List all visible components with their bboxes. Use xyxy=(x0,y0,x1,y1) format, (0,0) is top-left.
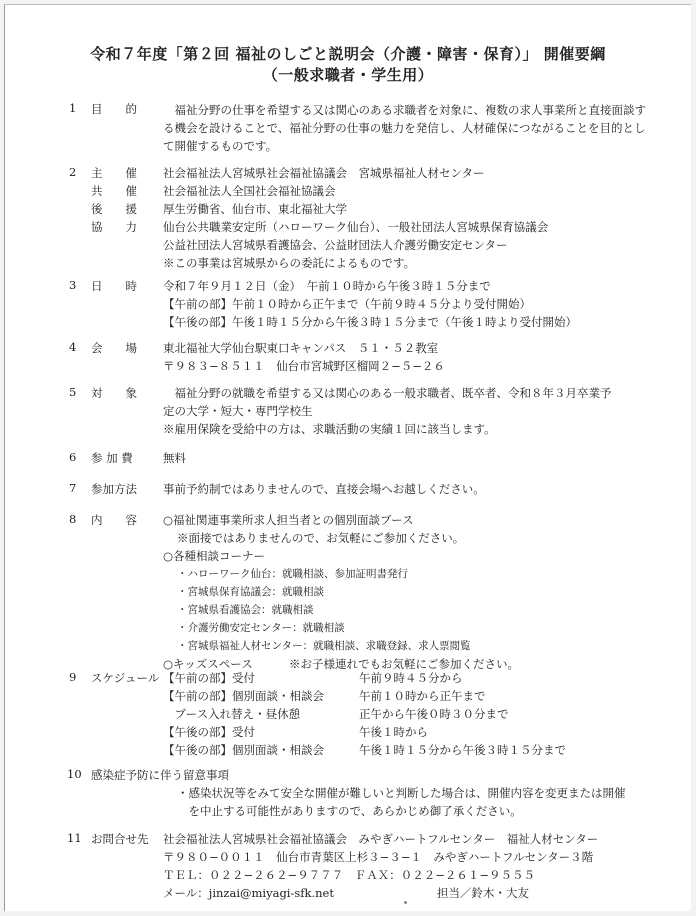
section-number: 3 xyxy=(69,278,77,292)
section-number: 7 xyxy=(69,481,77,495)
cooperation-label: 協 力 xyxy=(91,220,137,234)
consultation-item: ・宮城県看護協会：就職相談 xyxy=(177,604,314,616)
content-booth-note: ※面接ではありませんので、お気軽にご参加ください。 xyxy=(177,531,465,545)
organizer-text: 社会福祉法人宮城県社会福祉協議会 宮城県福祉人材センター xyxy=(163,166,485,180)
section-number: 2 xyxy=(69,165,77,179)
purpose-text: 福祉分野の仕事を希望する又は関心のある求職者を対象に、複数の求人事業所と直接面談する機会を設けることで、福祉分野の仕事の魅力を発信し、人材確保につながることを目的として開催するものです。 xyxy=(163,103,646,153)
schedule-time: 午前１０時から正午まで xyxy=(359,689,486,703)
section-label: 目 的 xyxy=(91,102,137,116)
schedule-time: 正午から午後０時３０分まで xyxy=(359,707,509,721)
section-number: 11 xyxy=(67,831,82,845)
contact-person: 担当／鈴木・大友 xyxy=(437,886,529,900)
content-consultation: ○各種相談コーナー xyxy=(163,549,266,563)
document-subtitle: （一般求職者・学生用） xyxy=(262,66,434,84)
section-number: 9 xyxy=(69,670,77,684)
section-label: 内 容 xyxy=(91,513,137,527)
scan-dot xyxy=(404,901,407,904)
content-kids-space: ○キッズスペース xyxy=(163,657,253,671)
commission-note: ※この事業は宮城県からの委託によるものです。 xyxy=(163,256,416,270)
document-title: 令和７年度「第２回 福祉のしごと説明会（介護・障害・保育）」 開催要綱 xyxy=(90,45,606,63)
cooperation-text: 仙台公共職業安定所（ハローワーク仙台）、一般社団法人宮城県保育協議会 xyxy=(163,220,549,234)
section-number: 5 xyxy=(69,385,77,399)
schedule-item: ブース入れ替え・昼休憩 xyxy=(163,707,301,721)
section-number: 10 xyxy=(67,767,82,781)
section-number: 4 xyxy=(69,340,77,354)
support-label: 後 援 xyxy=(91,202,137,216)
consultation-item: ・宮城県福祉人材センター：就職相談、求職登録、求人票閲覧 xyxy=(177,640,471,652)
fee-value: 無料 xyxy=(163,451,186,465)
schedule-time: 午後１時から xyxy=(359,725,428,739)
contact-organization: 社会福祉法人宮城県社会福祉協議会 みやぎハートフルセンター 福祉人材センター xyxy=(163,832,599,846)
schedule-time: 午後１時１５分から午後３時１５分まで xyxy=(359,743,566,757)
infection-note-text-cont: を中止する可能性がありますので、あらかじめ御了承ください。 xyxy=(177,804,522,818)
contact-email: メール：jinzai@miyagi-sfk.net xyxy=(163,886,334,900)
cosponsor-text: 社会福祉法人全国社会福祉協議会 xyxy=(163,184,336,198)
schedule-item: 【午前の部】個別面談・相談会 xyxy=(163,689,324,703)
schedule-time: 午前９時４５分から xyxy=(359,671,463,685)
section-number: 8 xyxy=(69,512,77,526)
target-text: 福祉分野の就職を希望する又は関心のある一般求職者、既卒者、令和８年３月卒業予 xyxy=(163,386,612,400)
cooperation-text-cont: 公益社団法人宮城県看護協会、公益財団法人介護労働安定センター xyxy=(163,238,508,252)
contact-address: 〒９８０−００１１ 仙台市青葉区上杉３−３−１ みやぎハートフルセンター３階 xyxy=(163,850,594,864)
venue-name: 東北福祉大学仙台駅東口キャンパス ５１・５２教室 xyxy=(163,341,439,355)
schedule-item: 【午後の部】受付 xyxy=(163,725,255,739)
cosponsor-label: 共 催 xyxy=(91,184,137,198)
venue-address: 〒９８３−８５１１ 仙台市宮城野区榴岡２−５−２６ xyxy=(163,359,445,373)
kids-space-note: ※お子様連れでもお気軽にご参加ください。 xyxy=(289,657,519,671)
section-label: 参加方法 xyxy=(91,482,137,496)
document-page xyxy=(4,4,691,911)
consultation-item: ・宮城県保育協議会：就職相談 xyxy=(177,586,324,598)
content-booth: ○福祉関連事業所求人担当者との個別面談ブース xyxy=(163,513,414,527)
infection-note-text: ・感染状況等をみて安全な開催が難しいと判断した場合は、開催内容を変更または開催 xyxy=(177,786,626,800)
section-label: 参 加 費 xyxy=(91,451,133,465)
organizer-label: 主 催 xyxy=(91,166,137,180)
section-number: 6 xyxy=(69,450,77,464)
afternoon-session: 【午後の部】午後１時１５分から午後３時１５分まで（午後１時より受付開始） xyxy=(163,315,577,329)
target-text-cont: 定の大学・短大・専門学校生 xyxy=(163,404,313,418)
support-text: 厚生労働省、仙台市、東北福祉大学 xyxy=(163,202,347,216)
contact-phone-fax: ＴＥＬ：０２２−２６２−９７７７ ＦＡＸ：０２２−２６１−９５５５ xyxy=(163,868,536,882)
section-label: 日 時 xyxy=(91,279,137,293)
section-label: スケジュール xyxy=(91,671,160,685)
section-number: 1 xyxy=(69,101,77,115)
section-label: お問合せ先 xyxy=(91,832,149,846)
schedule-item: 【午前の部】受付 xyxy=(163,671,255,685)
consultation-item: ・ハローワーク仙台：就職相談、参加証明書発行 xyxy=(177,568,408,580)
consultation-item: ・介護労働安定センター：就職相談 xyxy=(177,622,345,634)
section-label: 会 場 xyxy=(91,341,137,355)
method-text: 事前予約制ではありませんので、直接会場へお越しください。 xyxy=(163,482,485,496)
morning-session: 【午前の部】午前１０時から正午まで（午前９時４５分より受付開始） xyxy=(163,297,531,311)
schedule-item: 【午後の部】個別面談・相談会 xyxy=(163,743,324,757)
section-label: 感染症予防に伴う留意事項 xyxy=(91,768,229,782)
target-note: ※雇用保険を受給中の方は、求職活動の実績１回に該当します。 xyxy=(163,422,496,436)
event-date: 令和７年９月１２日（金） 午前１０時から午後３時１５分まで xyxy=(163,279,491,293)
section-label: 対 象 xyxy=(91,386,137,400)
